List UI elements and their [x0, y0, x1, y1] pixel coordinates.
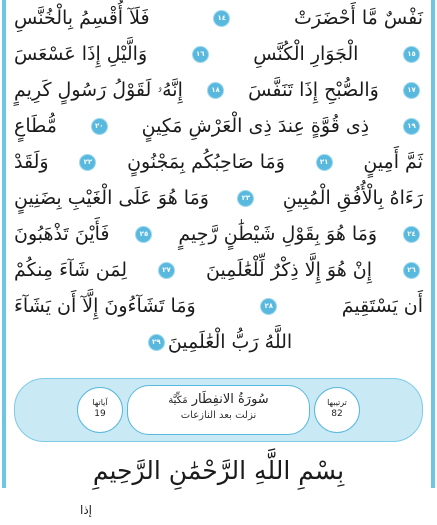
verse-text: فَلَآ أُقْسِمُ بِالْخُنَّسِ	[14, 7, 150, 29]
verse-text: لِمَن شَآءَ مِنكُمْ	[14, 259, 128, 281]
ayah-marker: ٢٠	[91, 118, 108, 135]
verse-line	[14, 0, 423, 36]
ayah-marker: ٢٧	[158, 262, 175, 279]
surah-type: مَكِّيَّة	[168, 395, 188, 406]
ayah-marker: ٢٦	[403, 262, 420, 279]
ayah-marker: ١٤	[213, 10, 230, 27]
verse-text: وَالَّيْلِ إِذَا عَسْعَسَ	[14, 43, 148, 65]
verse-line	[14, 324, 423, 360]
ayah-marker: ٢٨	[260, 298, 277, 315]
verse-text: رَءَاهُ بِالْأُفُقِ الْمُبِينِ	[282, 187, 423, 209]
verse-text: أَن يَسْتَقِيمَ	[341, 295, 423, 317]
surah-header	[14, 378, 423, 442]
ayah-marker: ٢٥	[135, 226, 152, 243]
verse-text: اللَّهُ رَبُّ الْعَٰلَمِينَ	[167, 331, 293, 353]
verse-text: الْجَوَارِ الْكُنَّسِ	[253, 43, 359, 65]
page-border-right	[431, 0, 435, 488]
ayah-marker: ٢٣	[237, 190, 254, 207]
verse-text: مُّطَاعٍ	[14, 115, 57, 137]
verse-text: وَمَا هُوَ بِقَوْلِ شَيْطَٰنٍ رَّجِيمٍ	[178, 223, 378, 245]
verse-text: وَلَقَدْ	[14, 151, 49, 173]
verse-line	[14, 108, 423, 144]
verse-text: وَمَا صَاحِبُكُم بِمَجْنُونٍ	[127, 151, 285, 173]
surah-revelation-note: نزلت بعد النازعات	[180, 410, 257, 421]
verse-line	[14, 180, 423, 216]
ayat-label: آياتها	[92, 398, 108, 407]
catchword: إذا	[80, 503, 93, 517]
order-label: ترتيبها	[327, 398, 347, 407]
verse-line	[14, 144, 423, 180]
ayah-marker: ١٧	[403, 82, 420, 99]
ayah-marker: ١٦	[192, 46, 209, 63]
bismillah: بِسْمِ اللَّهِ الرَّحْمَٰنِ الرَّحِيمِ	[92, 456, 345, 485]
surah-order-circle	[314, 387, 360, 433]
ayah-marker: ١٩	[403, 118, 420, 135]
surah-ayat-circle	[77, 387, 123, 433]
verse-line	[14, 216, 423, 252]
surah-title-box	[127, 385, 310, 435]
verse-text: ثَمَّ أَمِينٍ	[363, 151, 423, 173]
surah-title: سُورَةُ الانفِطَار	[191, 392, 269, 407]
ayah-marker: ٢٤	[403, 226, 420, 243]
verse-line	[14, 252, 423, 288]
verse-text: فَأَيْنَ تَذْهَبُونَ	[14, 223, 110, 245]
verse-text: وَمَا تَشَآءُونَ إِلَّآ أَن يَشَآءَ	[14, 295, 196, 317]
ayat-count: 19	[94, 409, 106, 419]
page-border-left	[2, 0, 6, 488]
ayah-marker: ٢٢	[79, 154, 96, 171]
verse-text: إِنْ هُوَ إِلَّا ذِكْرٌ لِّلْعَٰلَمِينَ	[205, 259, 373, 281]
verse-line	[14, 72, 423, 108]
ayah-marker: ١٥	[403, 46, 420, 63]
ayah-marker: ١٨	[207, 82, 224, 99]
verse-text: ذِى قُوَّةٍ عِندَ ذِى الْعَرْشِ مَكِينٍ	[141, 115, 370, 137]
verse-line	[14, 36, 423, 72]
verse-text: وَالصُّبْحِ إِذَا تَنَفَّسَ	[248, 79, 379, 101]
ayah-marker: ٢٩	[148, 334, 165, 351]
verse-text: نَفْسٌ مَّا أَحْضَرَتْ	[293, 7, 423, 29]
ayah-marker: ٢١	[316, 154, 333, 171]
verses-block	[14, 0, 423, 360]
order-number: 82	[331, 409, 343, 419]
verse-text: إِنَّهُۥ لَقَوْلُ رَسُولٍ كَرِيمٍ	[14, 79, 183, 101]
verse-text: وَمَا هُوَ عَلَى الْغَيْبِ بِضَنِينٍ	[14, 187, 209, 209]
verse-line	[14, 288, 423, 324]
